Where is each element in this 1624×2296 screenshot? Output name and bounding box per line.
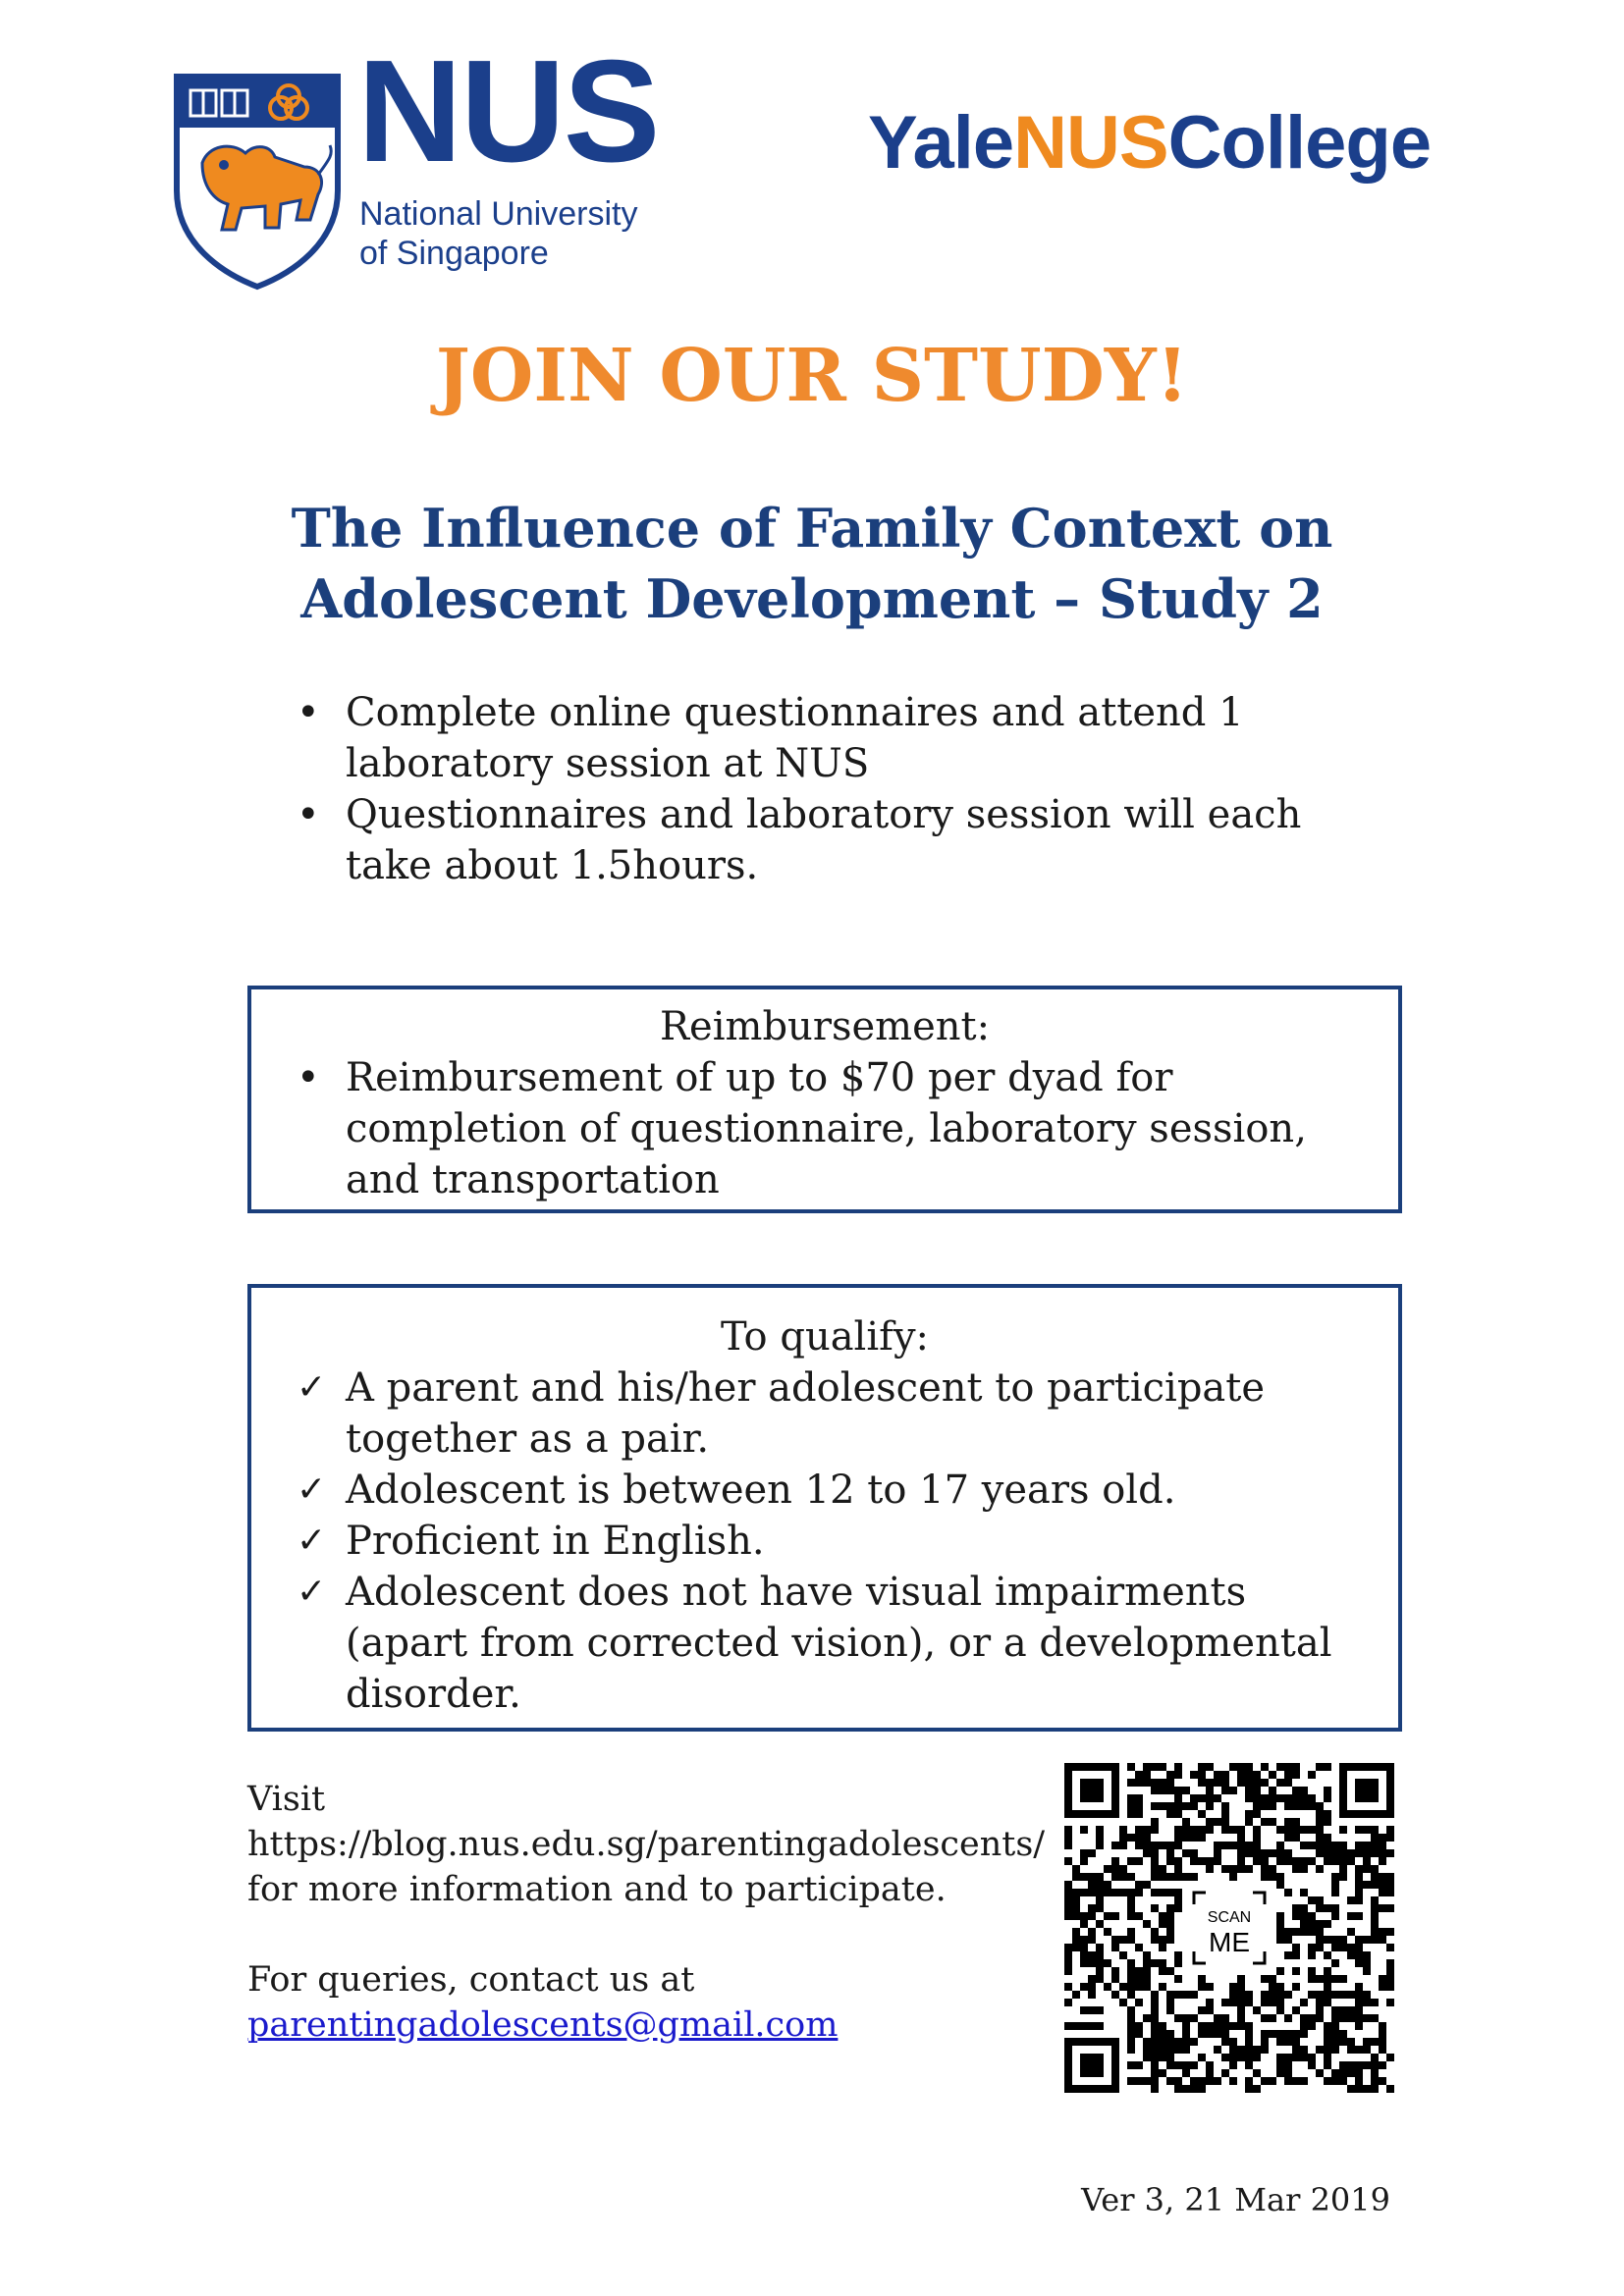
qualify-item-text: A parent and his/her adolescent to participate together as a pair. — [346, 1365, 1266, 1462]
intro-list — [297, 687, 1396, 891]
reimbursement-box — [247, 986, 1402, 1213]
list-item — [297, 789, 1396, 891]
checkmark-icon: ✓ — [297, 1469, 327, 1510]
spacer — [247, 1912, 1053, 1957]
nus-subtitle-line1: National University — [359, 195, 638, 233]
list-item — [297, 1465, 1379, 1516]
nus-wordmark: NUS — [357, 30, 659, 192]
intro-item-text: Questionnaires and laboratory session will each take about 1.5hours. — [346, 792, 1302, 888]
headline: JOIN OUR STUDY! — [435, 334, 1189, 418]
checkmark-icon: ✓ — [297, 1367, 327, 1408]
contact-section — [247, 1777, 1053, 2048]
reimbursement-item-text: Reimbursement of up to $70 per dyad for completion of questionnaire, laboratory session, and transportation — [346, 1055, 1307, 1202]
bullet-icon: • — [297, 690, 320, 735]
study-url[interactable]: https://blog.nus.edu.sg/parentingadolescents/ — [247, 1825, 1046, 1864]
qr-scan-label: SCAN — [1207, 1909, 1252, 1926]
checkmark-icon: ✓ — [297, 1572, 327, 1612]
checkmark-icon: ✓ — [297, 1521, 327, 1561]
more-info-text: for more information and to participate. — [247, 1870, 947, 1909]
reimbursement-heading: Reimbursement: — [659, 1004, 991, 1049]
intro-item-text: Complete online questionnaires and attend 1 laboratory session at NUS — [346, 690, 1244, 786]
bullet-icon: • — [297, 792, 320, 837]
list-item — [297, 1516, 1379, 1567]
queries-label: For queries, contact us at — [247, 1960, 695, 2000]
qr-finder-top-left — [1064, 1763, 1119, 1818]
qualify-list — [297, 1362, 1379, 1720]
list-item — [297, 687, 1396, 789]
nus-logo — [173, 30, 659, 296]
qr-me-label: ME — [1209, 1927, 1250, 1957]
bullet-icon: • — [297, 1055, 320, 1100]
email-link[interactable]: parentingadolescents@gmail.com — [247, 2005, 839, 2045]
visit-label: Visit — [247, 1780, 326, 1819]
study-title-line1: The Influence of Family Context on — [291, 497, 1333, 560]
qualify-item-text: Proficient in English. — [346, 1519, 765, 1564]
study-title — [0, 493, 1624, 634]
reimbursement-list — [297, 1052, 1379, 1205]
qualify-heading: To qualify: — [720, 1314, 930, 1360]
list-item — [297, 1052, 1379, 1205]
nus-subtitle — [359, 194, 637, 273]
qr-code[interactable] — [1064, 1763, 1394, 2093]
list-item — [297, 1567, 1379, 1720]
qualify-item-text: Adolescent does not have visual impairments (apart from corrected vision), or a developmental disorder. — [346, 1570, 1332, 1717]
yale-logo-part-nus: NUS — [1013, 101, 1168, 185]
qr-finder-top-right — [1339, 1763, 1394, 1818]
nus-subtitle-line2: of Singapore — [359, 235, 549, 272]
yale-nus-logo — [868, 101, 1432, 185]
list-item — [297, 1362, 1379, 1465]
qr-finder-bottom-left — [1064, 2038, 1119, 2093]
yale-logo-part-yale: Yale — [868, 101, 1014, 185]
qualify-box — [247, 1284, 1402, 1732]
version-note: Ver 3, 21 Mar 2019 — [1081, 2181, 1390, 2218]
yale-logo-part-college: College — [1167, 101, 1432, 185]
qualify-item-text: Adolescent is between 12 to 17 years old. — [346, 1468, 1176, 1513]
study-title-line2: Adolescent Development – Study 2 — [300, 567, 1324, 630]
nus-crest-icon — [173, 73, 342, 291]
